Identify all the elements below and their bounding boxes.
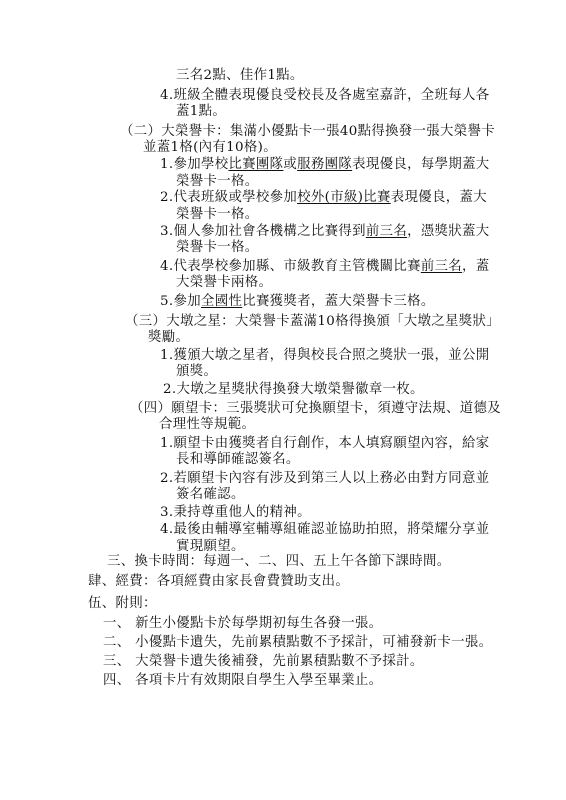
- text-line: [176, 240, 258, 256]
- text-line: [176, 207, 258, 223]
- text-segment: 1.獲頒大墩之星者，得與校長合照之獎狀一張，並公開: [160, 348, 490, 363]
- text-segment: 表現優良，蓋大: [390, 190, 487, 205]
- text-segment: 實現願望。: [176, 539, 245, 554]
- text-segment: 榮譽卡一格。: [176, 207, 259, 222]
- text-line: [148, 330, 189, 346]
- text-segment: 比賽獲獎者，蓋大榮譽卡三格。: [242, 294, 435, 309]
- text-segment: 大榮譽卡兩格。: [176, 275, 273, 290]
- text-line: [176, 487, 245, 503]
- text-segment: 長和導師確認簽名。: [176, 452, 300, 467]
- text-segment: （三）大墩之星：大榮譽卡蓋滿10格得換頒「大墩之星獎狀」: [125, 314, 500, 329]
- text-segment: 3.個人參加社會各機構之比賽得到: [160, 224, 366, 239]
- list-item: [103, 654, 424, 670]
- text-segment: 蓋1點。: [176, 104, 227, 119]
- list-item: [103, 673, 382, 689]
- text-segment: 2.若願望卡內容有涉及到第三人以上務必由對方同意並: [160, 471, 490, 486]
- text-segment: 獎勵。: [148, 330, 190, 345]
- text-segment: 表現優良，每學期蓋大: [352, 157, 490, 172]
- text-line: [159, 417, 255, 433]
- text-segment: 4.最後由輔導室輔導組確認並協助拍照，將榮耀分享並: [160, 522, 490, 537]
- section-heading: [125, 314, 500, 330]
- text-segment: 伍、附則：: [88, 596, 157, 611]
- text-line: [176, 364, 217, 380]
- text-line: [176, 68, 304, 84]
- list-item: [160, 505, 311, 521]
- text-segment: 或: [283, 157, 298, 172]
- list-item: [160, 190, 487, 206]
- list-item: [160, 157, 490, 173]
- text-line: [176, 539, 245, 555]
- text-segment: （四）願望卡：三張獎狀可兌換願望卡，須遵守法規、道德及: [130, 401, 501, 416]
- text-segment: ，憑獎狀蓋大: [407, 224, 490, 239]
- text-segment: （二）大榮譽卡：集滿小優點卡一張40點得換發一張大榮譽卡: [120, 124, 495, 139]
- list-item: [103, 616, 382, 632]
- text-segment: 一、 新生小優點卡於每學期初每生各發一張。: [103, 616, 383, 631]
- text-segment: 2.代表班級或學校參加: [160, 190, 298, 205]
- text-segment: 三名2點、佳作1點。: [176, 68, 304, 83]
- list-item: [163, 382, 424, 398]
- section-heading: [120, 124, 495, 140]
- list-item: [160, 522, 490, 538]
- list-item: [160, 224, 490, 240]
- text-segment: 簽名確認。: [176, 487, 245, 502]
- text-segment: 四、 各項卡片有效期限自學生入學至畢業止。: [103, 673, 383, 688]
- list-item: [160, 294, 435, 310]
- text-segment: 4.班級全體表現優良受校長及各處室嘉許，全班每人各: [160, 88, 490, 103]
- section-heading: [107, 554, 451, 570]
- chapter-heading: [88, 596, 157, 612]
- text-segment: 頒獎。: [176, 364, 218, 379]
- text-segment: 三、 大榮譽卡遺失後補發，先前累積點數不予採計。: [103, 654, 424, 669]
- text-segment: 5.參加: [160, 294, 201, 309]
- text-segment: 4.代表學校參加縣、市級教育主管機關比賽: [160, 259, 421, 274]
- underlined-text: 服務團隊: [297, 157, 353, 172]
- text-line: [176, 452, 300, 468]
- underlined-text: 全國性: [200, 294, 243, 309]
- text-segment: 1.參加學校: [160, 157, 229, 172]
- text-line: [176, 104, 226, 120]
- text-segment: 榮譽卡一格。: [176, 174, 259, 189]
- text-segment: 榮譽卡一格。: [176, 240, 259, 255]
- list-item: [160, 471, 490, 487]
- list-item: [160, 436, 490, 452]
- section-heading: [130, 401, 501, 417]
- text-segment: 肆、經費：各項經費由家長會費贊助支出。: [88, 574, 350, 589]
- text-segment: 2.大墩之星獎狀得換發大墩榮譽徽章一枚。: [163, 382, 424, 397]
- underlined-text: 前三名: [365, 224, 408, 239]
- list-item: [160, 259, 490, 275]
- text-line: [176, 275, 272, 291]
- text-segment: 三、換卡時間：每週一、二、四、五上午各節下課時間。: [107, 554, 451, 569]
- text-line: [143, 140, 277, 156]
- text-segment: 並蓋1格(內有10格)。: [143, 140, 277, 155]
- chapter-heading: [88, 574, 349, 590]
- list-item: [103, 635, 492, 651]
- text-segment: ，蓋: [462, 259, 490, 274]
- text-segment: 1.願望卡由獲獎者自行創作，本人填寫願望內容，給家: [160, 436, 490, 451]
- underlined-text: 校外(市級)比賽: [297, 190, 391, 205]
- text-segment: 合理性等規範。: [159, 417, 256, 432]
- text-segment: 二、 小優點卡遺失，先前累積點數不予採計，可補發新卡一張。: [103, 635, 493, 650]
- list-item: [160, 348, 490, 364]
- text-line: [176, 174, 258, 190]
- text-segment: 3.秉持尊重他人的精神。: [160, 505, 311, 520]
- underlined-text: 前三名: [420, 259, 463, 274]
- text-line: [160, 88, 490, 104]
- underlined-text: 比賽團隊: [228, 157, 284, 172]
